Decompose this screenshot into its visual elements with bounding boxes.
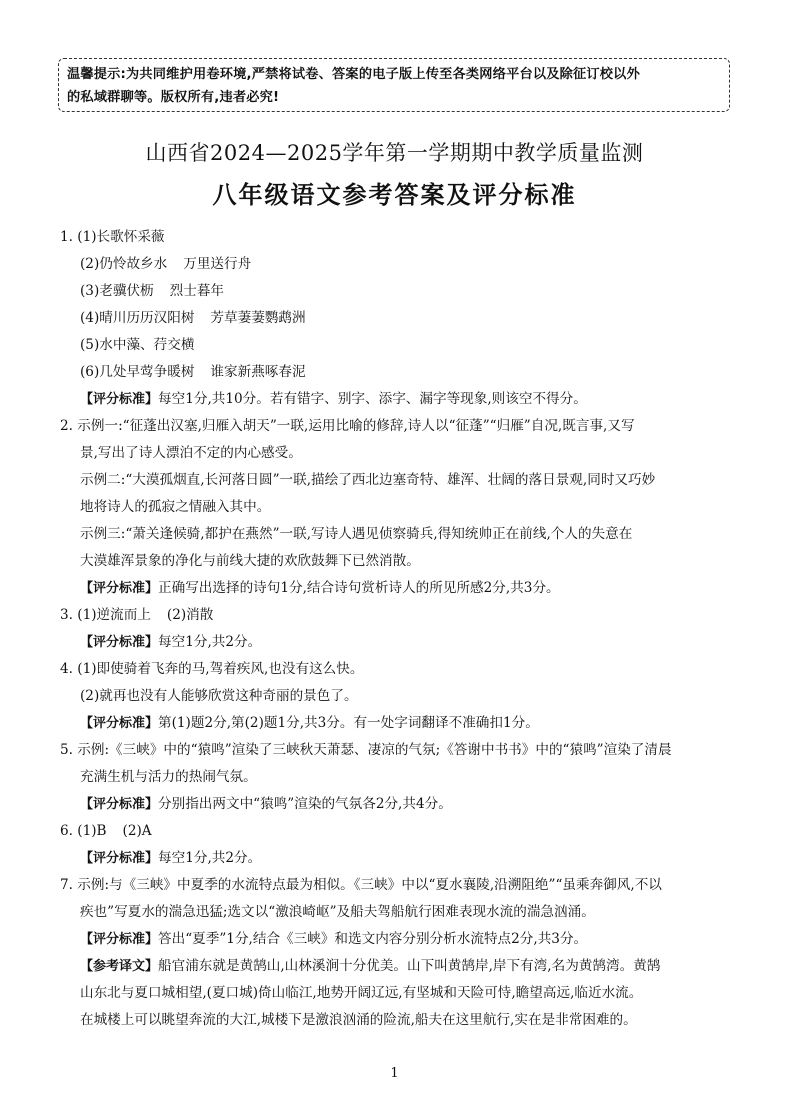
- q5-answer-cont: 充满生机与活力的热闹气氛。: [80, 769, 257, 785]
- q2-example-2: 示例二:“大漠孤烟直,长河落日圆”一联,描绘了西北边塞奇特、雄浑、壮阔的落日景观,同时又巧妙: [80, 472, 656, 488]
- q1-scoring-standard: 【评分标准】每空1分,共10分。若有错字、别字、添字、漏字等现象,则该空不得分。: [80, 391, 587, 407]
- q2-example-1: 2. 示例一:“征蓬出汉塞,归雁入胡天”一联,运用比喻的修辞,诗人以“征蓬”“归雁”自况,既言事,又写: [60, 418, 635, 434]
- q1-answer-2: (2)仍怜故乡水 万里送行舟: [80, 256, 252, 272]
- q2-example-3: 示例三:“萧关逢候骑,都护在燕然”一联,写诗人遇见侦察骑兵,得知统帅正在前线,个人的失意在: [80, 526, 633, 542]
- q1-answer-4: (4)晴川历历汉阳树 芳草萋萋鹦鹉洲: [80, 310, 306, 326]
- q4-answer-1: 4. (1)即使骑着飞奔的马,驾着疾风,也没有这么快。: [60, 661, 364, 677]
- exam-title: 山西省2024—2025学年第一学期期中教学质量监测: [145, 141, 644, 165]
- q3-scoring-standard: 【评分标准】每空1分,共2分。: [80, 634, 262, 650]
- q7-reference-translation-3: 在城楼上可以眺望奔流的大江,城楼下是激浪汹涌的险流,船夫在这里航行,实在是非常困难的。: [80, 1012, 637, 1028]
- q7-reference-translation-2: 山东北与夏口城相望,(夏口城)倚山临江,地势开阔辽远,有坚城和天险可恃,瞻望高远,临近水流。: [80, 985, 643, 1001]
- q4-scoring-standard: 【评分标准】第(1)题2分,第(2)题1分,共3分。有一处字词翻译不准确扣1分。: [80, 715, 539, 731]
- notice-line-1: 温馨提示:为共同维护用卷环境,严禁将试卷、答案的电子版上传至各类网络平台以及除征订校以外: [67, 67, 640, 82]
- q7-scoring-standard: 【评分标准】答出“夏季”1分,结合《三峡》和选文内容分别分析水流特点2分,共3分。: [80, 931, 588, 947]
- q7-reference-translation: 【参考译文】船官浦东就是黄鹄山,山林溪涧十分优美。山下叫黄鹄岸,岸下有湾,名为黄鹄湾。黄鹄: [80, 958, 661, 974]
- q2-example-2-cont: 地将诗人的孤寂之情融入其中。: [80, 499, 271, 515]
- q1-answer-5: (5)水中藻、荇交横: [80, 337, 195, 353]
- q1-answer-3: (3)老骥伏枥 烈士暮年: [80, 283, 225, 299]
- q5-answer: 5. 示例:《三峡》中的“猿鸣”渲染了三峡秋天萧瑟、凄凉的气氛;《答谢中书书》中的“猿鸣”渲染了清晨: [60, 742, 672, 758]
- q1-answer-6: (6)几处早莺争暖树 谁家新燕啄春泥: [80, 364, 306, 380]
- q3-answers: 3. (1)逆流而上 (2)消散: [60, 607, 214, 623]
- q2-scoring-standard: 【评分标准】正确写出选择的诗句1分,结合诗句赏析诗人的所见所感2分,共3分。: [80, 580, 560, 596]
- notice-line-2: 的私域群聊等。版权所有,违者必究!: [67, 90, 280, 105]
- q1-answer-1: 1. (1)长歌怀采薇: [60, 229, 165, 245]
- copyright-notice-box: [58, 58, 730, 112]
- q7-answer: 7. 示例:与《三峡》中夏季的水流特点最为相似。《三峡》中以“夏水襄陵,沿溯阻绝”“虽乘奔御风,不以: [60, 877, 662, 893]
- q2-example-3-cont: 大漠雄浑景象的净化与前线大捷的欢欣鼓舞下已然消散。: [80, 553, 420, 569]
- document-subtitle: 八年级语文参考答案及评分标准: [212, 180, 577, 209]
- q5-scoring-standard: 【评分标准】分别指出两文中“猿鸣”渲染的气氛各2分,共4分。: [80, 796, 452, 812]
- q6-answers: 6. (1)B (2)A: [60, 823, 152, 839]
- q2-example-1-cont: 景,写出了诗人漂泊不定的内心感受。: [80, 445, 302, 461]
- q6-scoring-standard: 【评分标准】每空1分,共2分。: [80, 850, 262, 866]
- q7-answer-cont: 疾也”写夏水的湍急迅猛;选文以“激浪崎岖”及船夫驾船航行困难表现水流的湍急汹涌。: [80, 904, 595, 920]
- q4-answer-2: (2)就再也没有人能够欣赏这种奇丽的景色了。: [80, 688, 358, 704]
- page-number: 1: [390, 1066, 399, 1081]
